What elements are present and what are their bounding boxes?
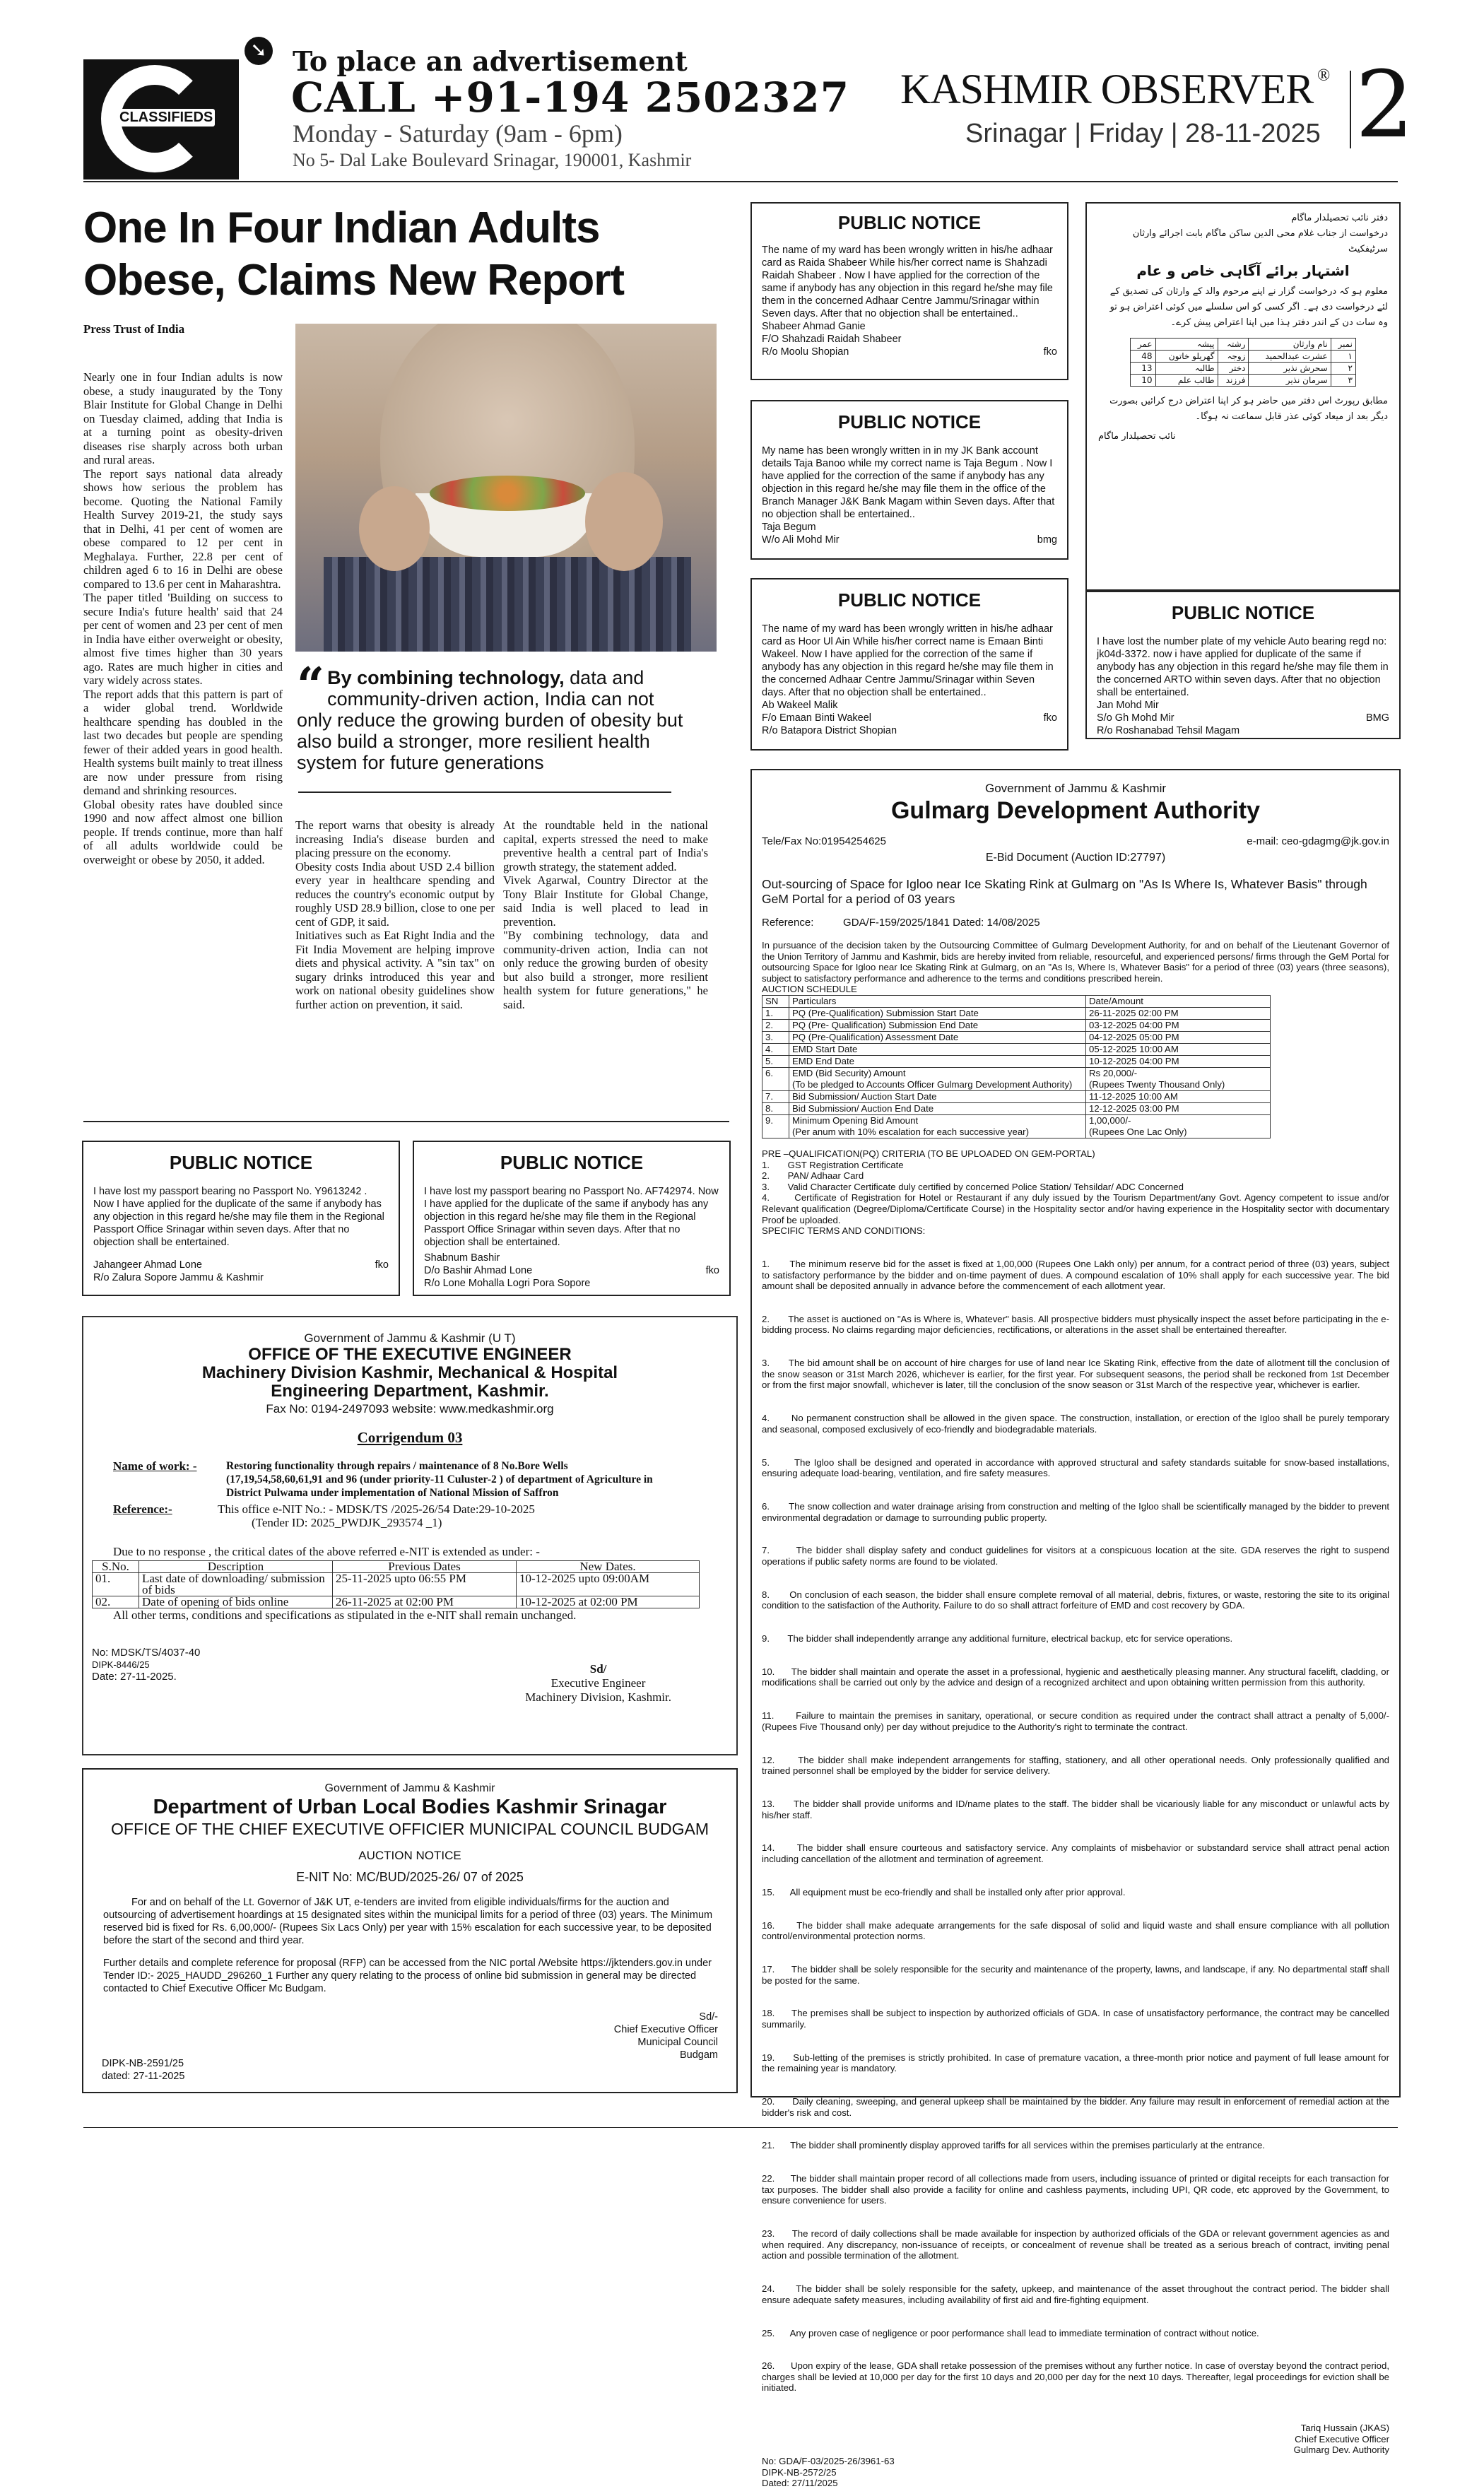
col2-para: Initiatives such as Eat Right India and the Fit India Movement are helping improve diets and physical activity. A "sin tax" on sugary drinks introduced this year and work on national obesity guidelines show further action on prevention, it said. [295,929,495,1011]
cell: 05-12-2025 10:00 AM [1086,1043,1271,1055]
notice-address: R/o Moolu Shopian [762,346,849,358]
medk-fax: Fax No: 0194-2497093 website: www.medkashmir.org [266,1402,554,1416]
photo-salad [430,476,585,511]
cell: عشرت عبدالحمید [1249,351,1331,363]
notice-body: My name has been wrongly written in in my JK Bank account details Taja Banoo while my correct name is Taja Begum . Now I have applied for the correction of the same if anybody has any objection in this regard he/she may file them in the office of the Branch Manager J&K Bank Magam within Seven days. After that no objection shall be entertained.. [762,445,1055,520]
cell: ۱ [1331,351,1355,363]
table-row [93,1573,700,1596]
table-row [762,1019,1271,1031]
notice-relation: D/o Bashir Ahmad Lone [424,1265,533,1276]
notice-signer: Jahangeer Ahmad Lone [93,1259,202,1271]
notice-body: The name of my ward has been wrongly written in his/he adhaar card as Hoor Ul Ain While his/her correct name is Emaan Binti Wakeel. Now I have applied for the correction of the same if anybody has any objection in this regard he/she may file them in the concerned Adhaar Centre Jammu/Srinagar within Seven days. After that no objection shall be entertained.. [762,623,1054,698]
public-notice-6 [413,1141,731,1296]
notice-signer: Jan Mohd Mir [1097,700,1159,711]
th-date: Date/Amount [1086,995,1271,1007]
col3-para: "By combining technology, data and community-driven action, India can not only reduce the growing burden of obesity but also build a stronger, more resilient health system for future generations," he said. [503,929,708,1011]
medk-gov: Government of Jammu & Kashmir (U T) [304,1331,516,1345]
term: 23. The record of daily collections shall be made available for inspection by authorized officials of the GDA or relevant government agencies as and when required. Any discrepancy, non-issuance of receipts, or concealment of revenue shall be treated as a serious breach of contract, inviting penal action and possible termination of the allotment. [762,2228,1392,2261]
notice-code: bmg [1037,534,1057,546]
dateline: Srinagar | Friday | 28-11-2025 [965,119,1321,148]
notice-title: PUBLIC NOTICE [837,212,982,233]
urdu-table [1130,338,1356,387]
medk-sig2: Machinery Division, Kashmir. [525,1690,671,1704]
ulb-notice: AUCTION NOTICE [358,1849,461,1862]
ulb-sig2: Municipal Council [637,2037,718,2048]
reference-label: Reference:- [113,1502,172,1516]
medk-dipk: DIPK-8446/25 [92,1659,150,1670]
photo-shorts [324,557,691,652]
terms-list [762,1237,1392,2416]
public-notice-4 [1085,591,1401,739]
cell: 9. [762,1114,789,1138]
notice-body: I have lost my passport bearing no Passport No. Y9613242 . Now I have applied for the duplicate of the same if anybody has any objection in this regard he/she may file them in the Regional Passport Office Srinagar within seven days. After that no objection shall be entertained. [93,1186,384,1248]
cell: 1. [762,1007,789,1019]
medk-no: No: MDSK/TS/4037-40 [92,1647,201,1659]
article-col-2 [295,818,495,1011]
urdu-sign: نائب تحصیلدار ماگام [1098,431,1176,442]
page-bottom-rule [83,2127,1398,2128]
term: 15. All equipment must be eco-friendly and shall be installed only after prior approval. [762,1886,1126,1897]
due-text: Due to no response , the critical dates of the above referred e-NIT is extended as under: - [113,1545,540,1558]
notice-code: fko [705,1265,719,1276]
cell: 1,00,000/- (Rupees One Lac Only) [1086,1114,1271,1138]
urdu-th: نام وارثان [1249,339,1331,351]
cell: 10-12-2025 04:00 PM [1086,1055,1271,1067]
ulb-office: OFFICE OF THE CHIEF EXECUTIVE OFFICIER MUNICIPAL COUNCIL BUDGAM [111,1820,709,1838]
urdu-th: نمبر [1331,339,1355,351]
cell: فرزند [1218,375,1249,387]
cell: 3. [762,1031,789,1043]
photo-hand-right [585,472,663,571]
urdu-notice [1085,202,1401,591]
term: 24. The bidder shall be solely responsible for the safety, upkeep, and maintenance of the asset throughout the contract period. The bidder shall ensure adequate safety measures, including availability of first aid and fire-fighting equipment. [762,2283,1392,2305]
spec-heading: SPECIFIC TERMS AND CONDITIONS: [762,1225,926,1237]
cell: گھریلو خاتون [1155,351,1218,363]
notice-body: The name of my ward has been wrongly written in his/he adhaar card as Raida Shabeer While his/her correct name is Shahzadi Raidah Shabeer . Now I have applied for the correction of the same if anybody has any objection in this regard he/she may file them in the concerned Adhaar Centre Jammu/Srinagar within Seven days. After that no objection shall be entertained.. [762,245,1053,319]
article-col-1 [83,370,283,866]
col3-para: At the roundtable held in the national capital, experts stressed the need to make preventive health a central part of India's growth strategy, the statement added. [503,818,708,873]
public-notice-1 [750,202,1068,380]
term: 20. Daily cleaning, sweeping, and general upkeep shall be maintained by the bidder. Any failure may result in enforcement of remedial action at the bidder's risk and cost. [762,2096,1392,2118]
table-row [762,1114,1271,1138]
term: 12. The bidder shall make independent arrangements for staffing, stationery, and all other operational needs. Only professionally qualified and trained personnel shall be employed by the bidder for service delivery. [762,1754,1392,1777]
pq-item: 3. Valid Character Certificate duly certified by concerned Police Station/ Tehsildar/ ADC Concerned [762,1181,1184,1192]
cell: 6. [762,1067,789,1090]
headline-line-2: Obese, Claims New Report [83,256,625,305]
ulb-para-2: Further details and complete reference for proposal (RFP) can be accessed from the NIC portal /Website https://jktenders.gov.in under Tender ID:- 2025_HAUDD_296260_1 Further any query relating to the process of online bid submission in general may be directed contacted to Chief Executive Officer Mc Budgam. [103,1958,712,1994]
cell: 48 [1131,351,1156,363]
cell: 2. [762,1019,789,1031]
term: 21. The bidder shall prominently display approved tariffs for all services within the premises particularly at the entrance. [762,2140,1265,2151]
term: 11. Failure to maintain the premises in sanitary, operational, or secure condition as required under the contract shall attract a penalty of 5,000/- (Rupees Five Thousand only) per day without prejudice to the Authority's right to terminate the contract. [762,1710,1392,1732]
cell: 02. [93,1596,139,1608]
col3-para: Vivek Agarwal, Country Director at the Tony Blair Institute for Global Change, said India is well placed to lead in prevention. [503,873,708,929]
notice-code: fko [1043,346,1057,358]
headline [83,202,624,307]
public-notice-5 [82,1141,400,1296]
notice-title: PUBLIC NOTICE [837,589,982,611]
cell: 10-12-2025 upto 09:00AM [517,1573,700,1596]
notice-title: PUBLIC NOTICE [1171,602,1315,623]
table-row [1131,375,1356,387]
headline-line-1: One In Four Indian Adults [83,204,600,252]
cell: 10-12-2025 at 02:00 PM [517,1596,700,1608]
cell: سحرش نذیر [1249,363,1331,375]
notice-relation: W/o Ali Mohd Mir [762,534,840,546]
medk-division: Machinery Division Kashmir, Mechanical & Hospital [201,1363,618,1382]
term: 8. On conclusion of each season, the bidder shall ensure complete removal of all material, debris, fixtures, or waste, restoring the site to its original condition to the satisfaction of the Authority. Failure to do so shall attract forfeiture of EMD and cost recovery by GDA. [762,1589,1392,1611]
cell: زوجہ [1218,351,1249,363]
cell: Last date of downloading/ submission of bids [139,1573,333,1596]
header-rule [83,181,1398,182]
cell: 10 [1131,375,1156,387]
urdu-th: عمر [1131,339,1156,351]
urdu-th: رشتہ [1218,339,1249,351]
notice-address: R/o Lone Mohalla Logri Pora Sopore [424,1278,591,1289]
col2-para: The report warns that obesity is already increasing India's disease burden and placing pressure on the economy. [295,818,495,859]
gda-subject: Out-sourcing of Space for Igloo near Ice Skating Rink at Gulmarg on "As Is Where Is, Whatever Basis" through GeM Portal for a period of 03 years [762,877,1367,906]
cell: Rs 20,000/- (Rupees Twenty Thousand Only) [1086,1067,1271,1090]
other-terms: All other terms, conditions and specifications as stipulated in the e-NIT shall remain unchanged. [113,1608,577,1622]
col1-para: Nearly one in four Indian adults is now obese, a study inaugurated by the Tony Blair Institute for Global Change in Delhi on Tuesday claimed, adding that India is at a turning point as obesity-driven diseases rise sharply across both urban and rural areas. [83,370,283,466]
ulb-sig1: Chief Executive Officer [613,2024,718,2035]
notice-code: BMG [1365,712,1389,724]
cell: 4. [762,1043,789,1055]
cell: EMD End Date [789,1055,1086,1067]
notice-signer: Shabeer Ahmad Ganie [762,321,866,332]
col1-para: The report says national data already shows how serious the problem has become. Quoting the National Family Health Survey 2019-21, the study says that in Delhi, 41 per cent of women are obese compared to 12 per cent in Meghalaya. Further, 22.8 per cent of children aged 6 to 16 in Delhi are obese compared to 13.6 per cent in Maharashtra. [83,466,283,591]
cell: 01. [93,1573,139,1596]
urdu-footer: مطابق رپورٹ اس دفتر میں حاضر ہو کر اپنا اعتراض درج کرائیں بصورت دیگر بعد از میعاد کوئی عذر قابل سماعت نہ ہوگا۔ [1109,396,1388,422]
term: 1. The minimum reserve bid for the asset is fixed at 1,00,000 (Rupees One Lakh only) per annum, for a contract period of three (03) years, subject to satisfactory performance by the bidder and on-time payment of dues. A compound escalation of 10% shall apply for each successive year. The bid amount shall be deposited annually in advance before the commencement of each allotment year. [762,1258,1392,1292]
table-row [762,1007,1271,1019]
ulb-title: Department of Urban Local Bodies Kashmir Srinagar [153,1796,667,1818]
pq-item: 4. Certificate of Registration for Hotel or Restaurant if any duly issued by the Tourism Department/any Govt. Agency competent to issue and/or Relevant qualification (Degree/Diploma/Certificate Course) in the Hospitality sector and/or having experience in the Hospitality sector with documentary Proof be uploaded. [762,1192,1392,1225]
cell: 13 [1131,363,1156,375]
cell: 25-11-2025 upto 06:55 PM [333,1573,517,1596]
term: 3. The bid amount shall be on account of hire charges for use of land near Ice Skating Rink, effective from the date of allotment till the conclusion of the snow season or 31st March 2026, whichever is earlier, for the first year. For subsequent seasons, the period shall be reckoned from 1st December or from the first major snowfall, whichever is later, till the conclusion of the snow season or 31st March of the respective year, whichever is earlier. [762,1358,1392,1391]
term: 5. The Igloo shall be designed and operated in accordance with approved structural and safety standards suitable for snow-based installations, ensuring adequate load-bearing, ventilation, and fire safety measures. [762,1457,1392,1479]
article-photo [295,324,717,652]
cell: EMD (Bid Security) Amount (To be pledged to Accounts Officer Gulmarg Development Authority) [789,1067,1086,1090]
ad-address: No 5- Dal Lake Boulevard Srinagar, 190001, Kashmir [293,150,692,170]
cell: Bid Submission/ Auction Start Date [789,1090,1086,1102]
medk-sd: Sd/ [589,1662,607,1676]
col1-para: The paper titled 'Building on success to secure India's future health' said that 24 per cent of women and 23 per cent of men in India have either overweight or obesity, almost five times higher than 30 years ago. Rates are much higher in cities and vary widely across states. [83,591,283,687]
quote-mark-icon: “ [297,657,325,714]
cell: 11-12-2025 10:00 AM [1086,1090,1271,1102]
ulb-dipk: DIPK-NB-2591/25 [102,2058,184,2069]
th-particulars: Particulars [789,995,1086,1007]
cell: طالب علم [1155,375,1218,387]
work-text: Restoring functionality through repairs / maintenance of 8 No.Bore Wells (17,19,54,58,60,61,91 and 96 (under priority-11 Culuster-2 ) of department of Agriculture in District Pulwama under implementation of National Mission of Saffron [226,1460,653,1499]
cell: دختر [1218,363,1249,375]
byline: Press Trust of India [83,322,185,336]
term: 17. The bidder shall be solely responsible for the security and maintenance of the property, lawns, and landscape, if any. No departmental staff shall be posted for the same. [762,1963,1392,1986]
col2-para: Obesity costs India about USD 2.4 billion every year in healthcare spending and reduces the country's economic output by roughly USD 28.9 billion, close to one per cent of GDP, it said. [295,859,495,929]
cell: EMD Start Date [789,1043,1086,1055]
th-new: New Dates. [517,1561,700,1573]
work-label: Name of work: - [113,1459,197,1473]
quote-text: data and community-driven action, India can not only reduce the growing burden of obesity but also build a stronger, more resilient health system for future generations [297,667,683,773]
table-row [93,1596,700,1608]
term: 7. The bidder shall display safety and conduct guidelines for visitors at a conspicuous location at the site. GDA reserves the right to suspend operations if public safety norms are found to be violated. [762,1545,1392,1567]
cell: 26-11-2025 at 02:00 PM [333,1596,517,1608]
pq-item: 1. GST Registration Certificate [762,1159,904,1170]
col1-para: The report adds that this pattern is part of a wider global trend. Worldwide healthcare spending has doubled in the last two decades but people are spending fewer of their added years in good health. Health systems built mainly to treat illness are now under pressure from rising demand and shrinking resources. [83,687,283,797]
gda-title: Gulmarg Development Authority [890,797,1261,824]
notice-relation: F/O Shahzadi Raidah Shabeer [762,334,902,345]
table-row [762,1043,1271,1055]
auction-schedule-table [762,995,1271,1138]
table-row [762,1031,1271,1043]
term: 22. The bidder shall maintain proper record of all collections made from users, including issuance of printed or digital receipts for each transaction for tax purposes. The bidder shall also provide a facility for online and cashless payments, including UPI, QR code, etc approved by the Government, to ensure convenience for users. [762,2173,1392,2206]
th-sn: SN [762,995,789,1007]
gda-ebid: E-Bid Document (Auction ID:27797) [985,852,1166,864]
gda-dated: Dated: 27/11/2025 [762,2478,838,2489]
cell: Minimum Opening Bid Amount (Per anum with 10% escalation for each successive year) [789,1114,1086,1138]
notice-relation: S/o Gh Mohd Mir [1097,712,1174,724]
cell: 7. [762,1090,789,1102]
ulb-sd: Sd/- [699,2011,718,2023]
cell: Date of opening of bids online [139,1596,333,1608]
th-sno: S.No. [93,1561,139,1573]
gda-reference: Reference: GDA/F-159/2025/1841 Dated: 14/08/2025 [762,917,1040,929]
cell: 5. [762,1055,789,1067]
term: 26. Upon expiry of the lease, GDA shall retake possession of the premises without any further notice. In case of overstay beyond the contract period, charges shall be levied at 10,000 per day for the first 10 days and 20,000 per day for the next 10 days. Thereafter, legal proceedings for eviction shall be initiated. [762,2360,1392,2394]
urdu-line-1: دفتر نائب تحصیلدار ماگام [1291,213,1388,223]
notice-title: PUBLIC NOTICE [169,1152,313,1173]
ad-phone[interactable]: CALL +91-194 2502327 [291,73,850,122]
ulb-enit: E-NIT No: MC/BUD/2025-26/ 07 of 2025 [296,1870,524,1884]
corrigendum-box [82,1316,738,1755]
table-row [762,1090,1271,1102]
cell: 12-12-2025 03:00 PM [1086,1102,1271,1114]
photo-hand-left [359,486,430,571]
term: 14. The bidder shall ensure courteous and satisfactory service. Any complaints of misbehavior or substandard service shall attract penal action including cancellation of the allotment and termination of agreement. [762,1842,1392,1864]
schedule-label: AUCTION SCHEDULE [762,984,857,995]
gda-intro: In pursuance of the decision taken by the Outsourcing Committee of Gulmarg Development Authority, for and on behalf of the Lieutenant Governor of the Union Territory of Jammu and Kashmir, bids are hereby invited from reliable, resourceful, and experienced persons/ firms through the GeM Portal for outsourcing Space for Igloo near Ice Skating Rink at Gulmarg, on an "As Is, Where Is, Whatever Basis" for a period of three (03) years (three seasons), subject to satisfactory performance and adherence to the terms and conditions prescribed herein. [762,940,1389,984]
term: 18. The premises shall be subject to inspection by authorized officials of GDA. In case of unsatisfactory performance, the contract may be cancelled summarily. [762,2008,1392,2030]
gda-sign-3: Gulmarg Dev. Authority [1293,2444,1389,2456]
term: 25. Any proven case of negligence or poor performance shall lead to immediate termination of contract without notice. [762,2327,1259,2338]
article-bottom-rule [83,1121,729,1122]
notice-body: I have lost my passport bearing no Passport No. AF742974. Now I have applied for the duplicate of the same if anybody has any objection in this regard he/she may file them in the Regional Passport Office Srinagar within seven days. After that no objection shall be entertained. [424,1186,719,1248]
cell: Bid Submission/ Auction End Date [789,1102,1086,1114]
table-row [762,1067,1271,1090]
medk-sig1: Executive Engineer [550,1676,646,1690]
urdu-heading: اشتہار برائے آگاہی خاص و عام [1136,262,1350,279]
table-row [1131,351,1356,363]
term: 6. The snow collection and water drainage arising from construction and melting of the Igloo shall be scientifically managed by the bidder to prevent environmental degradation or damage to surrounding public property. [762,1500,1392,1523]
notice-title: PUBLIC NOTICE [500,1152,644,1173]
cell: ۲ [1331,363,1355,375]
tender-id: (Tender ID: 2025_PWDJK_293574 _1) [252,1516,442,1529]
dates-table [92,1560,700,1608]
notice-relation: F/o Emaan Binti Wakeel [762,712,871,724]
public-notice-2 [750,400,1068,560]
term: 19. Sub-letting of the premises is strictly prohibited. In case of premature vacation, a three-month prior notice and payment of full lease amount for the remaining year is mandatory. [762,2052,1392,2074]
page-number: 2 [1355,51,1414,158]
gda-email[interactable]: e-mail: ceo-gdagmg@jk.gov.in [1247,835,1389,847]
notice-signer: Ab Wakeel Malik [762,700,838,711]
ulb-dated: dated: 27-11-2025 [102,2071,185,2082]
notice-address: R/o Batapora District Shopian [762,725,897,736]
medk-office: OFFICE OF THE EXECUTIVE ENGINEER [248,1345,572,1364]
corrigendum-title: Corrigendum 03 [357,1429,463,1446]
cell: 26-11-2025 02:00 PM [1086,1007,1271,1019]
classifieds-logo [83,59,239,180]
cell: 8. [762,1102,789,1114]
notice-title: PUBLIC NOTICE [837,411,982,433]
cell: 03-12-2025 04:00 PM [1086,1019,1271,1031]
arrow-icon: ➘ [245,37,273,65]
notice-address: R/o Roshanabad Tehsil Magam [1097,725,1240,736]
notice-code: fko [375,1259,389,1271]
gda-sign-1: Tariq Hussain (JKAS) [1300,2423,1389,2434]
logo-text: CLASSIFIEDS [117,109,215,126]
article-col-3 [503,818,708,1011]
cell: PQ (Pre-Qualification) Assessment Date [789,1031,1086,1043]
col1-para: Global obesity rates have doubled since 1990 and now affect almost one billion people. If trends continue, more than half of all adults worldwide could be overweight or obese by 2050, it added. [83,797,283,866]
gda-no: No: GDA/F-03/2025-26/3961-63 [762,2456,895,2467]
gda-tender-box [750,769,1401,2489]
notice-code: fko [1043,712,1057,724]
gda-gov: Government of Jammu & Kashmir [984,782,1167,795]
ad-line: To place an advertisement [293,45,688,77]
pq-item: 2. PAN/ Adhaar Card [762,1170,864,1182]
term: 4. No permanent construction shall be allowed in the given space. The construction, installation, or erection of the Igloo shall be purely temporary and seasonal, composed exclusively of eco-friendly and biodegradable materials. [762,1413,1392,1435]
gda-telefax: Tele/Fax No:01954254625 [762,835,886,847]
term: 2. The asset is auctioned on "As is Where is, Whatever" basis. All prospective bidders must physically inspect the asset before participating in the e-bidding process. No claims regarding major deficiencies, rectifications, or alterations in the asset shall be entertained thereafter. [762,1313,1389,1336]
gda-sign-2: Chief Executive Officer [1295,2433,1389,2444]
masthead-divider [1350,71,1351,148]
medk-date: Date: 27-11-2025. [92,1671,177,1683]
table-row [762,1102,1271,1114]
term: 13. The bidder shall provide uniforms and ID/name plates to the staff. The bidder shall be vicariously liable for any misconduct or unlawful acts by his/her staff. [762,1799,1392,1820]
term: 9. The bidder shall independently arrange any additional furniture, electrical backup, etc for service operations. [762,1633,1233,1644]
cell: طالبہ [1155,363,1218,375]
pq-heading: PRE –QUALIFICATION(PQ) CRITERIA (TO BE UPLOADED ON GEM-PORTAL) [762,1148,1095,1159]
notice-body: I have lost the number plate of my vehicle Auto bearing regd no: jk04d-3372. now i have applied for duplicate of the same if anybody has any objection in this regard he/she may file them in the concerned ARTO within seven days. After that no objection shall be entertained. [1097,636,1389,698]
notice-signer: Taja Begum [762,522,816,533]
cell: 04-12-2025 05:00 PM [1086,1031,1271,1043]
notice-address: R/o Zalura Sopore Jammu & Kashmir [93,1272,264,1283]
gda-dipk: DIPK-NB-2572/25 [762,2466,837,2478]
th-desc: Description [139,1561,333,1573]
quote-bold: By combining technology, [327,667,565,688]
ulb-para-1: For and on behalf of the Lt. Governor of J&K UT, e-tenders are invited from eligible individuals/firms for the auction and outsourcing of advertisement hoardings at 15 designated sites within the municipal limits for a period of three (03) years. The Minimum reserved bid is fixed for Rs. 6,00,000/- (Rupees Six Lacs Only) per year with 15% escalation for each successive year, to be deposited before the start of the second and third year. [103,1897,713,1946]
registered-mark: ® [1317,66,1331,85]
ulb-sig3: Budgam [679,2049,718,2061]
table-row [762,1055,1271,1067]
urdu-body: معلوم ہو کہ درخواست گزار نے اپنے مرحوم والد کے وارثان کی تصدیق کے لئے درخواست دی ہے۔ اگر کسی کو اس سلسلے میں کوئی اعتراض ہو تو وہ سات دن کے اندر دفتر ہذا میں اپنا اعتراض پیش کرے۔ [1109,286,1388,328]
term: 16. The bidder shall make adequate arrangements for the safe disposal of solid and liquid waste and shall ensure compliance with all pollution control/environmental protection norms. [762,1919,1392,1942]
cell: ۳ [1331,375,1355,387]
term: 10. The bidder shall maintain and operate the asset in a professional, hygienic and aesthetically pleasing manner. Any structural facelift, cladding, or modifications shall be carried out only by the advice and design of a recognized architect and upon obtaining written permission from this authority. [762,1666,1392,1688]
ulb-auction-box [82,1768,738,2093]
cell: سرمان نذیر [1249,375,1331,387]
pull-quote [297,657,693,773]
th-prev: Previous Dates [333,1561,517,1573]
cell: PQ (Pre-Qualification) Submission Start Date [789,1007,1086,1019]
masthead: KASHMIR OBSERVER [900,66,1314,112]
urdu-line-2: درخواست از جناب غلام محی الدین ساکن ماگام بابت اجرائے وارثان سرٹیفکیٹ [1132,228,1388,254]
public-notice-3 [750,578,1068,751]
reference-text: This office e-NIT No.: - MDSK/TS /2025-26/54 Date:29-10-2025 [218,1502,535,1516]
ad-hours: Monday - Saturday (9am - 6pm) [293,119,623,148]
table-row [1131,363,1356,375]
cell: PQ (Pre- Qualification) Submission End Date [789,1019,1086,1031]
medk-dept: Engineering Department, Kashmir. [271,1382,549,1401]
urdu-th: پیشہ [1155,339,1218,351]
ulb-gov: Government of Jammu & Kashmir [324,1782,495,1794]
quote-rule [298,792,671,793]
notice-signer: Shabnum Bashir [424,1252,500,1264]
